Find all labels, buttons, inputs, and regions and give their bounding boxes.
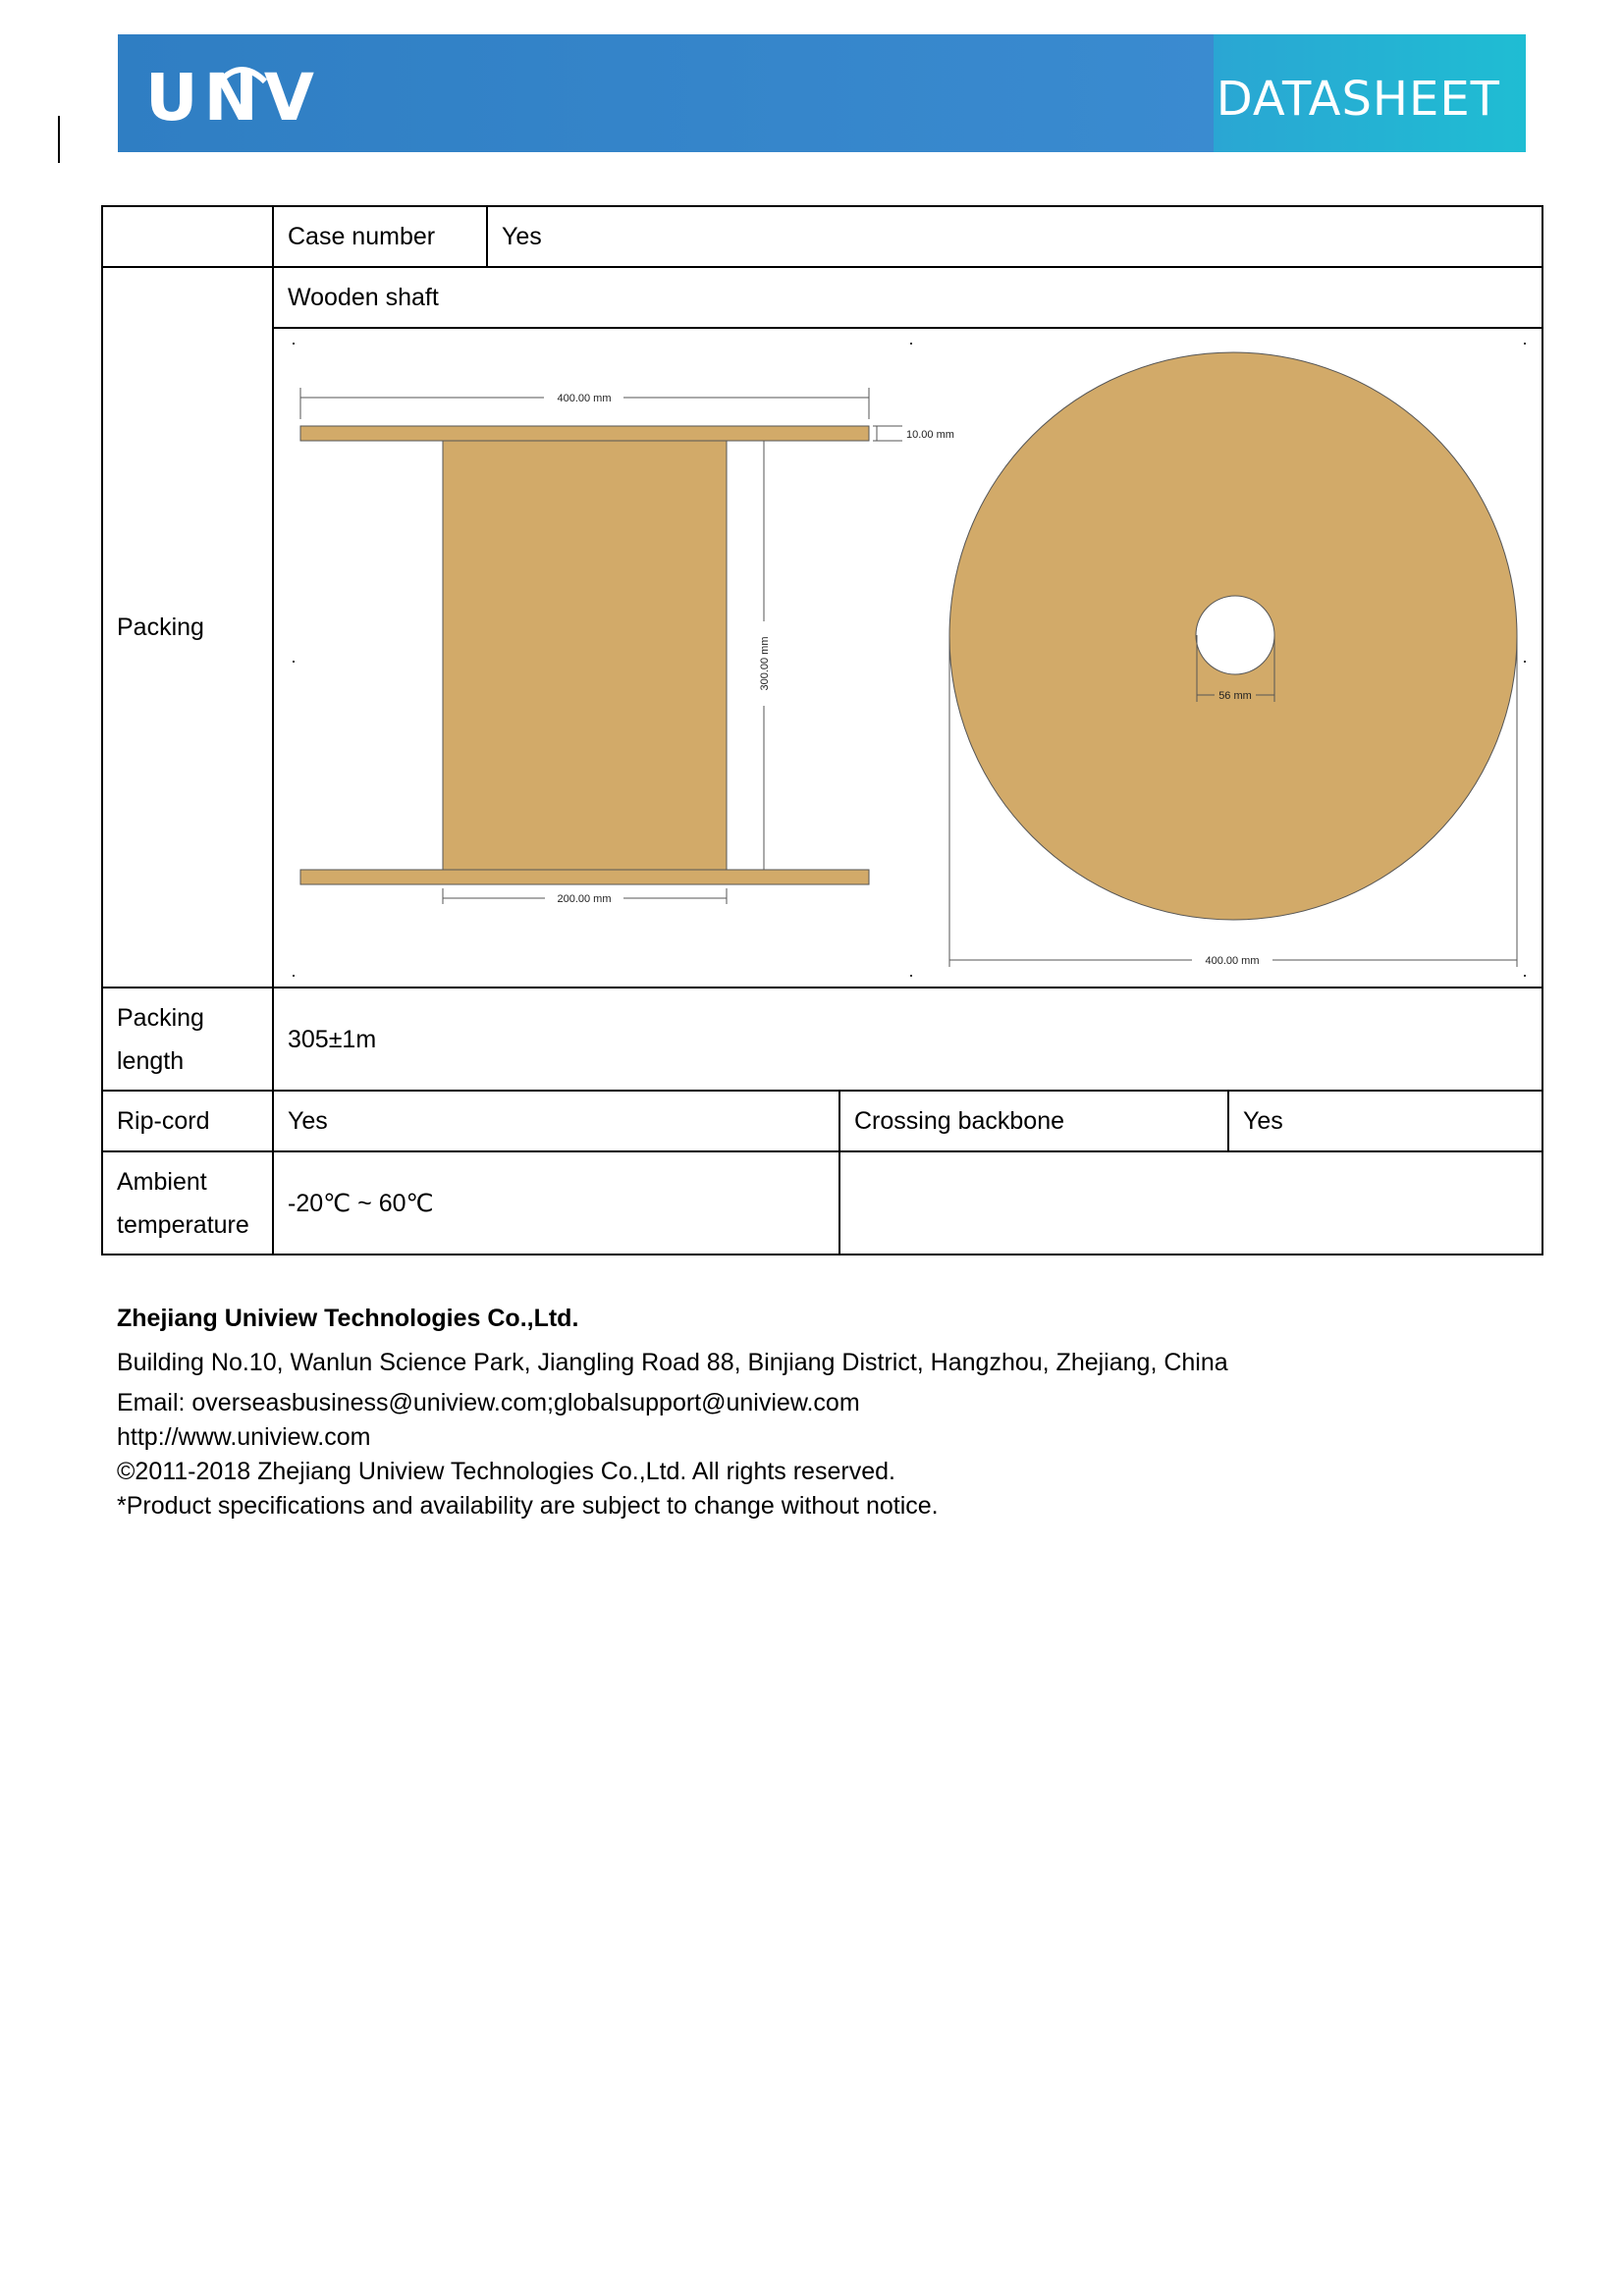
barrel-height-label: 300.00 mm (759, 636, 771, 691)
flange-width-label: 400.00 mm (557, 393, 612, 404)
top-flange (300, 426, 869, 441)
center-hole (1196, 596, 1274, 674)
packing-type: Wooden shaft (273, 267, 1542, 328)
packing-label: Packing (102, 267, 273, 988)
contact-email[interactable]: Email: overseasbusiness@uniview.com;globalsupport@uniview.com (117, 1389, 860, 1416)
empty-cell (102, 206, 273, 267)
bottom-flange (300, 870, 869, 884)
spool-diagram-cell (273, 328, 1542, 988)
table-row (102, 267, 1542, 328)
ambient-temperature-value: -20℃ ~ 60℃ (273, 1151, 839, 1255)
company-name: Zhejiang Uniview Technologies Co.,Ltd. (117, 1305, 579, 1332)
crossing-backbone-label: Crossing backbone (839, 1091, 1228, 1151)
text-cursor (58, 116, 60, 163)
header-banner (118, 34, 1526, 152)
case-number-label: Case number (273, 206, 487, 267)
company-address: Building No.10, Wanlun Science Park, Jiangling Road 88, Binjiang District, Hangzhou, Zhejiang, China (117, 1349, 1228, 1376)
rip-cord-value: Yes (273, 1091, 839, 1151)
table-row (102, 328, 1542, 988)
table-row (102, 988, 1542, 1091)
disc-diameter-label: 400.00 mm (1205, 955, 1260, 967)
datasheet-title: DATASHEET (1216, 72, 1500, 127)
notice: *Product specifications and availability are subject to change without notice. (117, 1492, 939, 1520)
packing-length-label: Packing length (102, 988, 273, 1091)
barrel (443, 441, 727, 870)
footer (117, 1302, 1228, 1523)
unv-logo: UNV (145, 52, 302, 131)
table-row (102, 1151, 1542, 1255)
hole-diameter-label: 56 mm (1218, 690, 1252, 702)
crossing-backbone-value: Yes (1228, 1091, 1542, 1151)
copyright: ©2011-2018 Zhejiang Uniview Technologies Co.,Ltd. All rights reserved. (117, 1458, 895, 1485)
empty-cell (839, 1151, 1542, 1255)
ambient-temperature-label: Ambient temperature (102, 1151, 273, 1255)
spec-table (101, 205, 1543, 1255)
table-row (102, 206, 1542, 267)
case-number-value: Yes (487, 206, 1542, 267)
rip-cord-label: Rip-cord (102, 1091, 273, 1151)
packing-length-value: 305±1m (273, 988, 1542, 1091)
table-row (102, 1091, 1542, 1151)
barrel-width-label: 200.00 mm (557, 893, 612, 905)
spool-diagram (274, 329, 1541, 987)
website-link[interactable]: http://www.uniview.com (117, 1423, 371, 1451)
flange-thickness-label: 10.00 mm (906, 429, 954, 441)
